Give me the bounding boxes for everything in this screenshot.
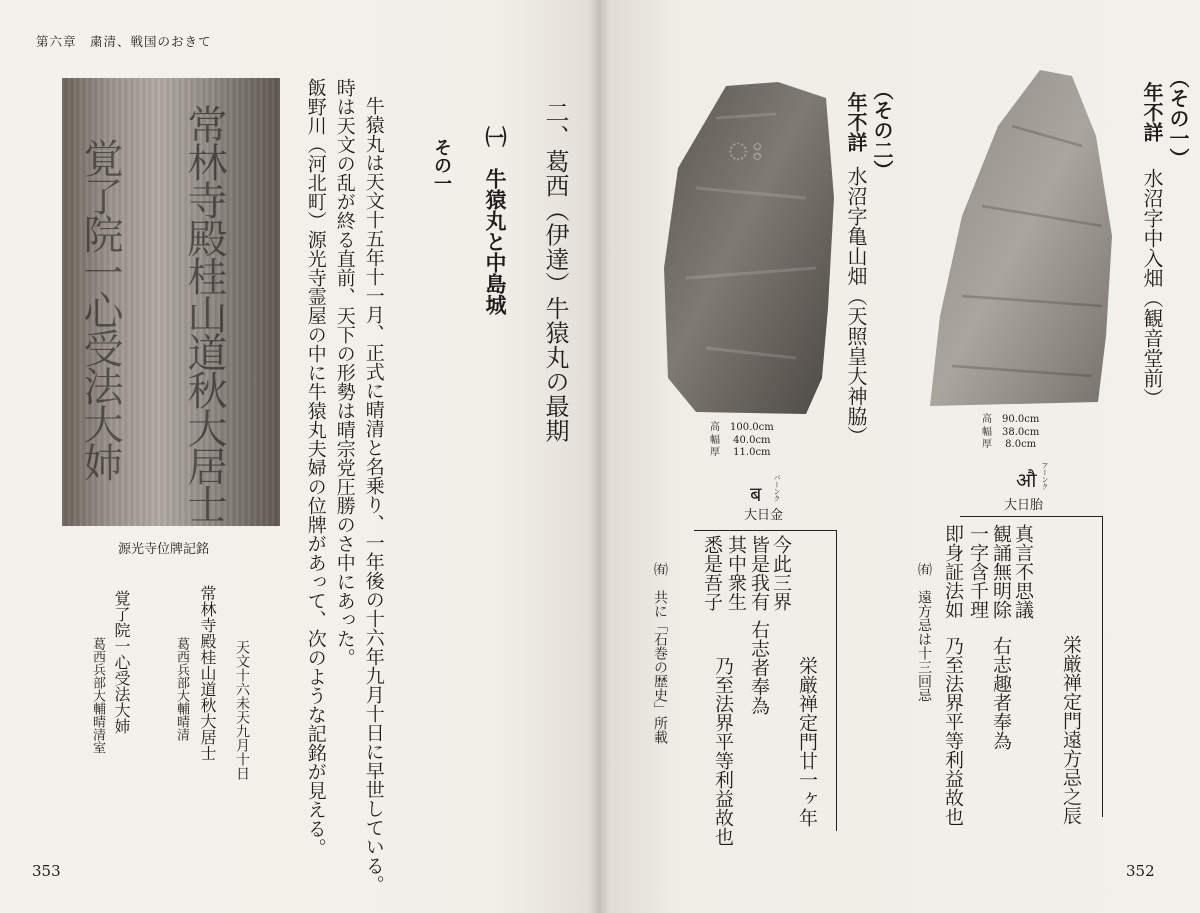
sanskrit-seed-2: ब (750, 482, 762, 506)
inscription-1-verse-1: 真言不思議 (1012, 524, 1034, 619)
sanskrit-seed-1: औ (1016, 468, 1037, 492)
itabi-stone-photo-1 (922, 66, 1118, 408)
inscription-1-verse-2: 観誦無明除 (990, 524, 1012, 619)
stone-1-year: 年不詳 (1140, 82, 1164, 142)
left-page (0, 0, 598, 913)
inscription-date: 天文十六未天九月十日 (234, 640, 250, 780)
stone-2-year: 年不詳 (844, 92, 868, 152)
memorial-plaque-photo (62, 78, 280, 526)
inscription-2-verse-2: 皆是我有 (748, 535, 770, 611)
body-line-3: 飯野川（河北町）源光寺霊屋の中に牛猿丸夫婦の位牌があって、次のような記銘が見える。 (304, 78, 327, 857)
inscription-wife-name: 覚了院一心受法大姉 (112, 590, 131, 734)
book-gutter (588, 0, 610, 913)
inscription-wife-title: 葛西兵部大輔晴清室 (90, 637, 105, 754)
inscription-2-verse-3: 其中衆生 (725, 535, 747, 611)
inscription-husband-title: 葛西兵部大輔晴清 (174, 637, 189, 741)
svg-text:ঃ: ঃ (726, 137, 765, 167)
inscription-1-verse-3: 一字含千理 (967, 524, 989, 619)
running-head: 第六章 粛清、戦国のおきて (36, 34, 212, 49)
inscription-2-right-col: 栄厳禅定門廿一ヶ年 (796, 656, 818, 827)
stone-1-dimensions: 高 90.0cm 幅 38.0cm 厚 8.0cm (982, 414, 1040, 450)
inscription-1-right-col: 栄厳禅定門遠方忌之辰 (1060, 635, 1082, 825)
subsection-title: ㈠ 牛猿丸と中島城 (483, 126, 507, 315)
inscription-2-note: ㈲ 共に「石巻の歴史」所載 (652, 562, 668, 744)
inscription-1-note: ㈲ 遠方忌は十三回忌 (916, 562, 932, 702)
inscription-2-left-col: 乃至法界平等利益故也 (712, 656, 734, 846)
body-line-1: 牛猿丸は天文十五年十一月、正式に晴清と名乗り、一年後の十六年九月十日に早世している。 (362, 96, 385, 894)
inscription-2-verse-4: 悉是吾子 (701, 535, 723, 611)
inscription-1-mid-col: 右志趣者奉為 (990, 636, 1012, 750)
section-title: 二、葛西（伊達）牛猿丸の最期 (541, 100, 569, 443)
photo-caption: 源光寺位牌記銘 (118, 542, 210, 557)
inscription-2-mid-col: 右志者奉為 (748, 620, 770, 715)
inscription-1-left-col: 乃至法界平等利益故也 (942, 636, 964, 826)
inscription-2-verse-1: 今此三界 (770, 535, 792, 611)
stone-2-dimensions: 高 100.0cm 幅 40.0cm 厚 11.0cm (710, 422, 774, 458)
page-number-left: 353 (32, 862, 61, 880)
deity-name-1: 大日胎 (1004, 498, 1044, 513)
page-number-right: 352 (1126, 862, 1155, 880)
itabi-stone-photo-2 (656, 78, 842, 418)
deity-name-2: 大日金 (744, 508, 784, 523)
plaque-inscription-right: 常林寺殿桂山道秋大居士 (181, 104, 227, 522)
plaque-inscription-left: 覚了院一心受法大姉 (77, 138, 123, 480)
stone-2-label: （その二） (870, 80, 894, 180)
sub-label: その一 (431, 138, 452, 192)
body-line-2: 時は天文の乱が終る直前、天下の形勢は晴宗党圧勝のさ中にあった。 (333, 78, 356, 667)
right-page (598, 0, 1200, 913)
inscription-1-verse-4: 即身証法如 (942, 524, 964, 619)
stone-2-place: 水沼字亀山畑（天照皇大神脇） (844, 166, 868, 446)
stone-1-place: 水沼字中入畑（観音堂前） (1140, 168, 1164, 408)
seed-2-reading: バーンク (773, 474, 781, 502)
stone-1-shape (922, 66, 1118, 408)
stone-2-shape (656, 78, 842, 418)
stone-1-label: （その一） (1166, 68, 1190, 168)
seed-1-reading: アーンク (1041, 462, 1049, 490)
inscription-husband-name: 常林寺殿桂山道秋大居士 (198, 585, 217, 761)
